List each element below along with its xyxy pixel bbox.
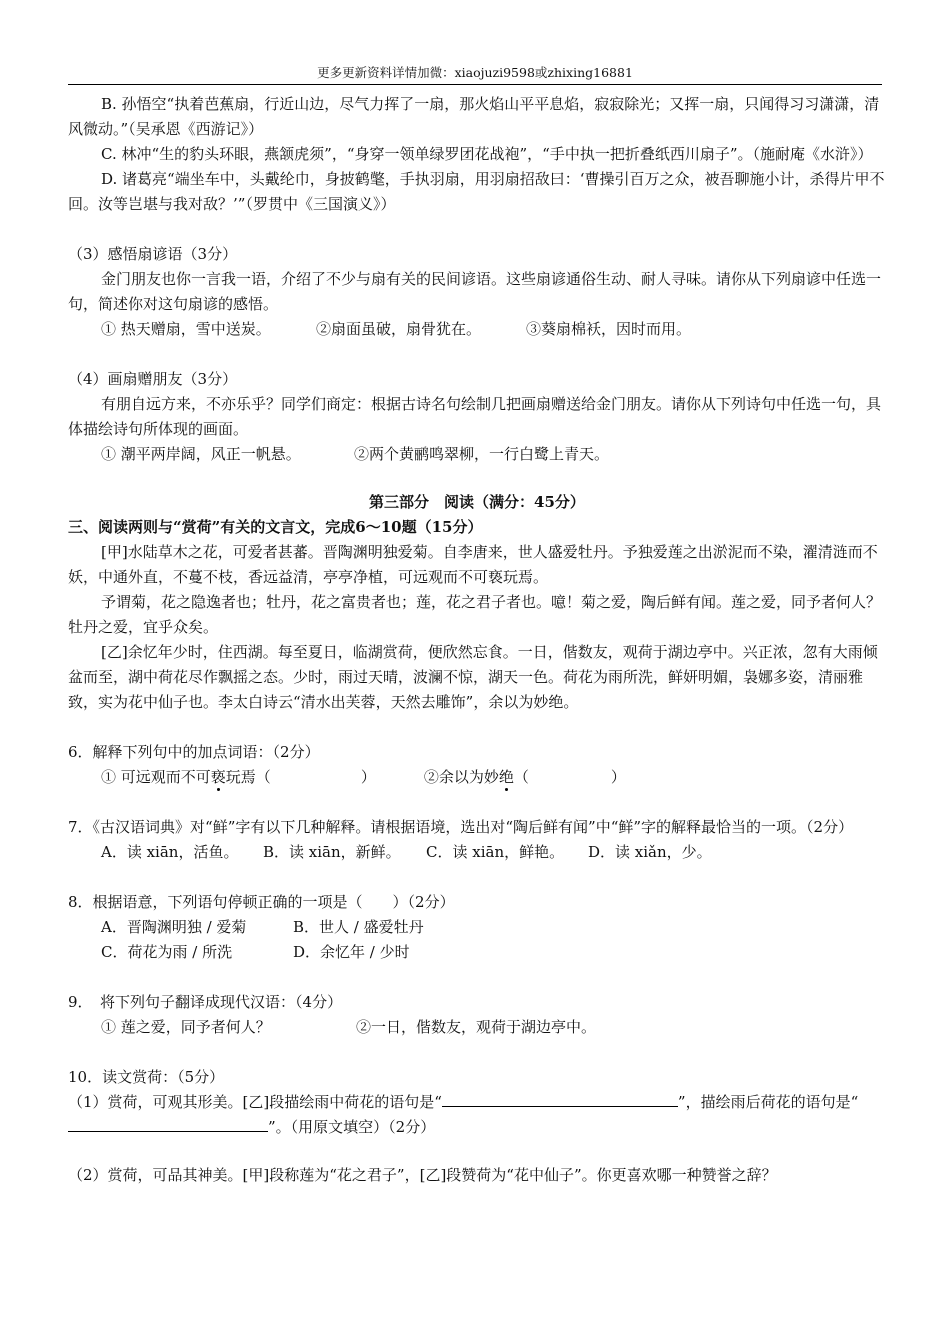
q7-option-d: D．读 xiǎn，少。 bbox=[588, 843, 712, 861]
q10-stem: 10．读文赏荷：（5分） bbox=[68, 1068, 225, 1086]
q7-option-b: B．读 xiān，新鲜。 bbox=[263, 843, 401, 861]
q7-options bbox=[68, 840, 886, 865]
q3-option-2: ②扇面虽破，扇骨犹在。 bbox=[316, 320, 482, 338]
q6-stem: 6．解释下列句中的加点词语：（2分） bbox=[68, 743, 320, 761]
q7-stem: 7．《古汉语词典》对“鲜”字有以下几种解释。请根据语境，选出对“陶后鲜有闻”中“鲜”字的解释最恰当的一项。（2分） bbox=[68, 818, 854, 836]
q7-option-c: C．读 xiān，鲜艳。 bbox=[426, 843, 565, 861]
q7-option-a: A．读 xiān，活鱼。 bbox=[101, 843, 239, 861]
header-divider bbox=[68, 84, 882, 85]
q3-options bbox=[68, 317, 886, 342]
q3-body: 金门朋友也你一言我一语，介绍了不少与扇有关的民间谚语。这些扇谚通俗生动、耐人寻味。请你从下列扇谚中任选一句，简述你对这句扇谚的感悟。 bbox=[68, 270, 882, 313]
q4-body: 有朋自远方来，不亦乐乎？同学们商定：根据古诗名句绘制几把画扇赠送给金门朋友。请你从下列诗句中任选一句，具体描绘诗句所体现的画面。 bbox=[68, 395, 882, 438]
q4-option-1: ① 潮平两岸阔，风正一帆悬。 bbox=[101, 445, 301, 463]
q10-blank-after-rain[interactable] bbox=[68, 1115, 268, 1132]
q9-item-1: ① 莲之爱，同予者何人？ bbox=[101, 1018, 271, 1036]
q2-option-b: B. 孙悟空“执着芭蕉扇，行近山边，尽气力挥了一扇，那火焰山平平息焰，寂寂除光；又挥一扇，只闻得习习潇潇，清风微动。”（吴承恩《西游记》） bbox=[68, 95, 880, 138]
q8-option-d: D．余忆年 / 少时 bbox=[293, 943, 410, 961]
q3-title: （3）感悟扇谚语（3分） bbox=[68, 245, 238, 263]
q8-option-c: C．荷花为雨 / 所洗 bbox=[101, 943, 233, 961]
q9-item-2: ②一日，偕数友，观荷于湖边亭中。 bbox=[356, 1018, 597, 1036]
q3-option-1: ① 热天赠扇，雪中送炭。 bbox=[101, 320, 271, 338]
q8-option-b: B．世人 / 盛爱牡丹 bbox=[293, 918, 424, 936]
q3-option-3: ③葵扇棉袄，因时而用。 bbox=[526, 320, 692, 338]
q6-items: ① 可远观而不可亵玩焉（ ） ②余以为妙绝（ ） bbox=[101, 768, 626, 786]
q2-option-d: D. 诸葛亮“端坐车中，头戴纶巾，身披鹤氅，手执羽扇，用羽扇招敌曰：‘曹操引百万之众，被吾聊施小计，杀得片甲不回。汝等岂堪与我对敌？’”（罗贯中《三国演义》） bbox=[68, 170, 885, 213]
q8-stem: 8．根据语意，下列语句停顿正确的一项是（ ）（2分） bbox=[68, 893, 455, 911]
q10-blank-rain[interactable] bbox=[442, 1090, 678, 1107]
q8-option-a: A．晋陶渊明独 / 爱菊 bbox=[101, 918, 247, 936]
q4-title: （4）画扇赠朋友（3分） bbox=[68, 370, 238, 388]
q10-part-2: （2）赏荷，可品其神美。[甲]段称莲为“花之君子”，[乙]段赞荷为“花中仙子”。你更喜欢哪一种赞誉之辞？ bbox=[68, 1166, 777, 1184]
passage-yi: [乙]余忆年少时，住西湖。每至夏日，临湖赏荷，便欣然忘食。一日，偕数友，观荷于湖边亭中。兴正浓，忽有大雨倾盆而至，湖中荷花尽作飘摇之态。少时，雨过天晴，波澜不惊，湖天一色。荷花为雨所洗，鲜妍明媚，袅娜多姿，清丽雅致，实为花中仙子也。李太白诗云“清水出芙蓉，天然去雕饰”，余以为妙绝。 bbox=[68, 643, 878, 711]
passage-jia-2: 予谓菊，花之隐逸者也；牡丹，花之富贵者也；莲，花之君子者也。噫！菊之爱，陶后鲜有闻。莲之爱，同予者何人？牡丹之爱，宜乎众矣。 bbox=[68, 593, 882, 636]
q4-option-2: ②两个黄鹂鸣翠柳，一行白鹭上青天。 bbox=[354, 445, 610, 463]
part3-title: 第三部分 阅读（满分：45分） bbox=[369, 493, 585, 511]
q6-answer-blank-1[interactable] bbox=[271, 766, 361, 782]
q2-option-c: C. 林冲“生的豹头环眼，燕颔虎须”，“身穿一领单绿罗团花战袍”，“手中执一把折叠纸西川扇子”。（施耐庵《水浒》） bbox=[101, 145, 873, 163]
q4-options bbox=[68, 442, 886, 467]
q6-answer-blank-2[interactable] bbox=[529, 766, 611, 782]
q6-dotted-word-2: 绝 bbox=[498, 768, 514, 786]
q8-options-row-2 bbox=[68, 940, 886, 965]
section3-title: 三、阅读两则与“赏荷”有关的文言文，完成6～10题（15分） bbox=[68, 518, 483, 536]
q9-stem: 9． 将下列句子翻译成现代汉语：（4分） bbox=[68, 993, 343, 1011]
q8-options-row-1 bbox=[68, 915, 886, 940]
q6-dotted-word-1: 亵 bbox=[210, 768, 226, 786]
passage-jia-1: [甲]水陆草木之花，可爱者甚蕃。晋陶渊明独爱菊。自李唐来，世人盛爱牡丹。予独爱莲之出淤泥而不染，濯清涟而不妖，中通外直，不蔓不枝，香远益清，亭亭净植，可远观而不可亵玩焉。 bbox=[68, 543, 878, 586]
q9-items bbox=[68, 1015, 886, 1040]
document-body bbox=[68, 92, 886, 1188]
page-header: 更多更新资料详情加微：xiaojuzi9598或zhixing16881 bbox=[317, 65, 633, 80]
q10-part-1: （1）赏荷，可观其形美。[乙]段描绘雨中荷花的语句是“ ”，描绘雨后荷花的语句是“”。（用原文填空）（2分） bbox=[68, 1090, 886, 1140]
